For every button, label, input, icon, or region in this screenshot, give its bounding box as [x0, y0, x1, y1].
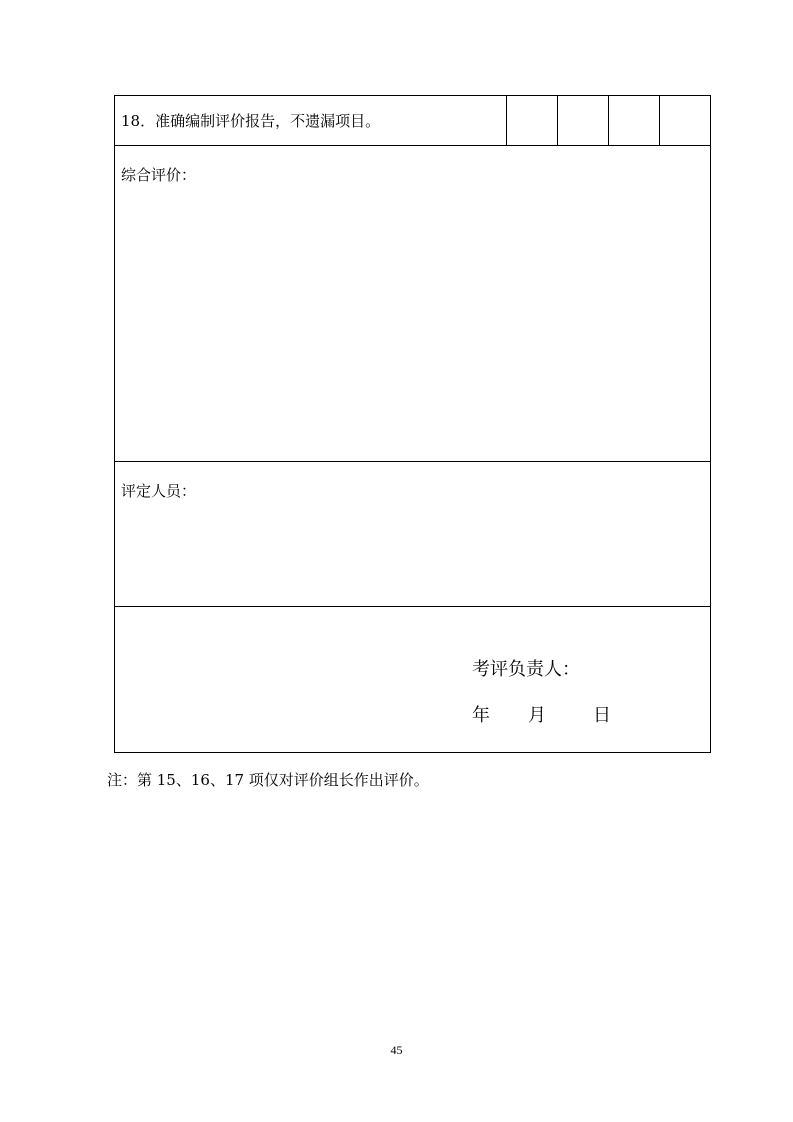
signature-block — [472, 655, 611, 747]
overall-evaluation-label: 综合评价： — [121, 166, 197, 184]
signature-date — [472, 701, 611, 747]
assessor-signature-label: 考评负责人： — [472, 659, 580, 680]
raters-label: 评定人员： — [121, 482, 197, 500]
overall-evaluation-cell[interactable] — [115, 146, 711, 462]
score-cell[interactable] — [609, 96, 660, 146]
signature-row — [115, 607, 711, 753]
raters-row — [115, 462, 711, 607]
item-description: 18．准确编制评价报告，不遗漏项目。 — [115, 96, 507, 146]
evaluation-item-row — [115, 96, 711, 146]
score-cell[interactable] — [507, 96, 558, 146]
raters-cell[interactable] — [115, 462, 711, 607]
signature-cell — [115, 607, 711, 753]
date-year: 年 — [472, 705, 490, 726]
date-month: 月 — [528, 705, 546, 726]
score-cell[interactable] — [660, 96, 711, 146]
date-day: 日 — [593, 705, 611, 726]
score-cell[interactable] — [558, 96, 609, 146]
overall-evaluation-row — [115, 146, 711, 462]
page-number: 45 — [390, 1043, 403, 1057]
evaluation-form-table — [114, 95, 711, 753]
footnote: 注：第 15、16、17 项仅对评价组长作出评价。 — [107, 771, 429, 789]
